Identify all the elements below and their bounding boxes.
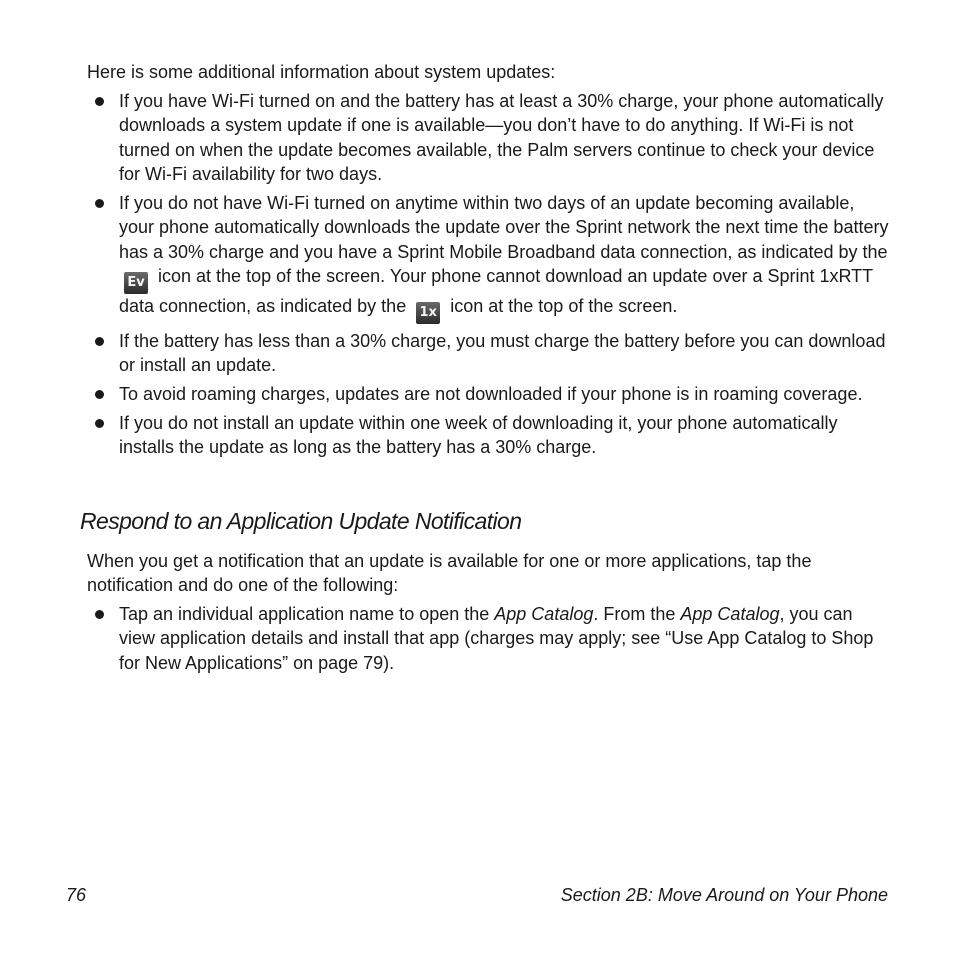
bullet-icon xyxy=(95,610,104,619)
bullet-icon xyxy=(95,419,104,428)
list-item xyxy=(95,411,889,460)
list-item-text: To avoid roaming charges, updates are not downloaded if your phone is in roaming coverage. xyxy=(119,384,863,405)
app-catalog-name: App Catalog xyxy=(680,604,780,624)
list-item-text: , you can view application details and install that app (charges may apply; see “Use App Catalog to Shop for New Applications” on page 79). xyxy=(119,604,874,673)
section-footer: Section 2B: Move Around on Your Phone xyxy=(560,885,888,905)
ev-data-icon: Ev xyxy=(124,272,148,294)
list-item xyxy=(95,191,889,324)
bullet-icon xyxy=(95,390,104,399)
list-item-text: icon at the top of the screen. Your phone cannot download an update over a Sprint 1xRTT data connection, as indicated by the xyxy=(119,265,873,316)
list-item xyxy=(95,329,889,378)
list-item-text: Tap an individual application name to open the xyxy=(119,604,490,624)
list-item xyxy=(95,89,889,186)
app-catalog-name: App Catalog xyxy=(494,604,594,624)
page-number: 76 xyxy=(66,885,87,905)
list-item-text: If you have Wi-Fi turned on and the battery has at least a 30% charge, your phone automatically downloads a system update if one is available—you don’t have to do anything. If Wi-Fi is not turned on when the update becomes available, the Palm servers continue to check your device for Wi-Fi availability for two days. xyxy=(119,91,884,184)
1x-data-icon: 1x xyxy=(416,302,440,324)
app-update-bullet-list xyxy=(95,602,895,680)
bullet-icon xyxy=(95,199,104,208)
bullet-icon xyxy=(95,337,104,346)
list-item-text: If the battery has less than a 30% charge, you must charge the battery before you can download or install an update. xyxy=(119,330,886,375)
intro-paragraph: Here is some additional information about system updates: xyxy=(87,62,556,82)
notification-paragraph: When you get a notification that an update is available for one or more applications, tap the notification and do one of the following: xyxy=(87,551,812,596)
list-item-text: icon at the top of the screen. xyxy=(450,295,678,316)
list-item-text: . From the xyxy=(593,604,676,624)
list-item xyxy=(95,382,889,406)
bullet-icon xyxy=(95,97,104,106)
section-heading: Respond to an Application Update Notification xyxy=(80,508,522,534)
list-item-text: If you do not install an update within one week of downloading it, your phone automatically installs the update as long as the battery has a 30% charge. xyxy=(119,413,838,458)
list-item xyxy=(95,602,889,675)
list-item-text: If you do not have Wi-Fi turned on anytime within two days of an update becoming available, your phone automatically downloads the update over the Sprint network the next time the battery has a 30% charge and you have a Sprint Mobile Broadband data connection, as indicated by the xyxy=(119,192,889,262)
system-update-bullet-list xyxy=(95,89,895,465)
